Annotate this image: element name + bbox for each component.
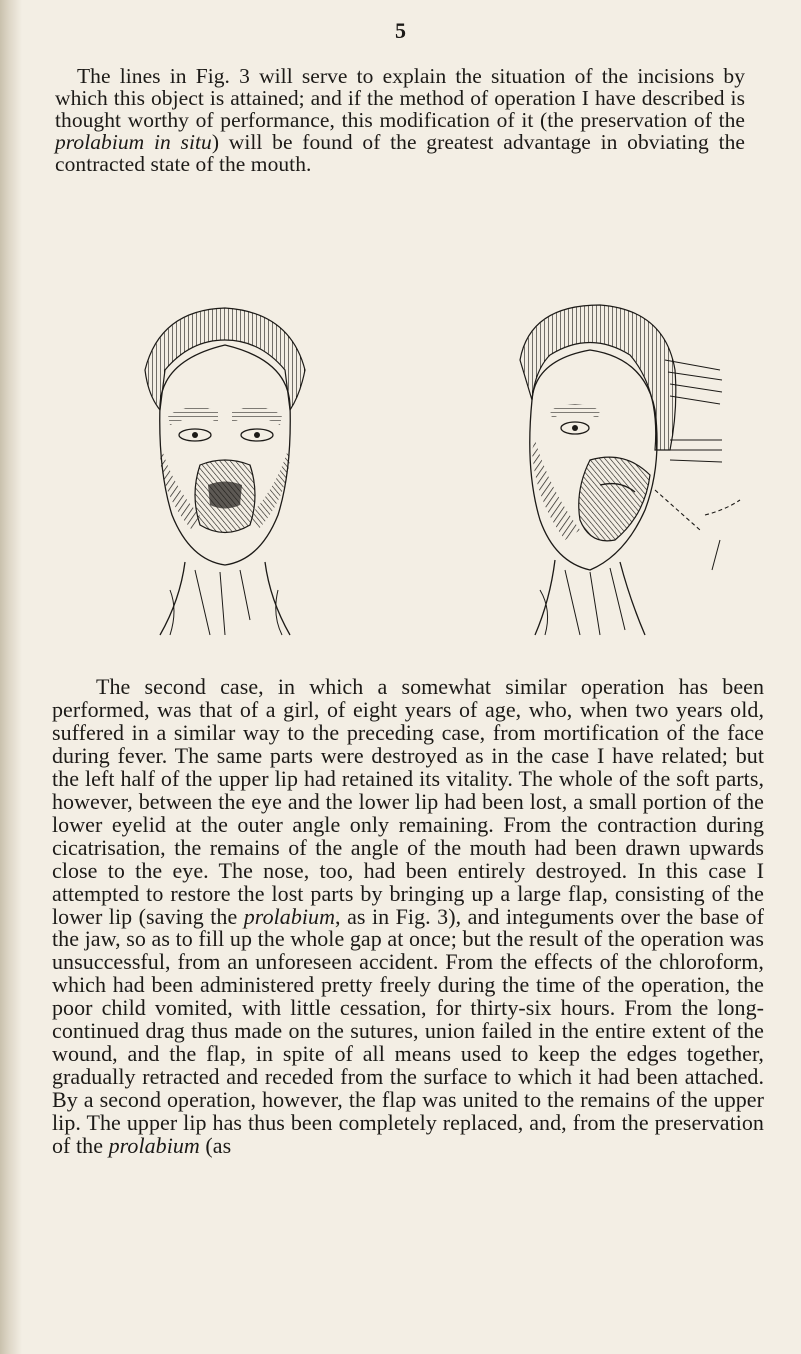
- paragraph-2-text-c: (as: [199, 1133, 232, 1159]
- left-face-illustration: [145, 308, 305, 635]
- right-face-illustration: [520, 305, 740, 635]
- paragraph-2-text-a: The second case, in which a somewhat similar operation has been performed, was that of a girl, of eight years of age, who, when two years old, suffered in a similar way to the preceding case, from mortification of the face during fever. The same parts were destroyed as in the case I have related; but the left half of the upper lip had retained its vitality. The whole of the soft parts, however, between the eye and the lower lip had been lost, a small portion of the lower eyelid at the outer angle only remaining. From the contraction during cicatrisation, the remains of the angle of the mouth had been drawn upwards close to the eye. The nose, too, had been entirely destroyed. In this case I attempted to restore the lost parts by bringing up a large flap, consisting of the lower lip (saving the: [52, 674, 764, 929]
- paragraph-second-case: [52, 676, 764, 1158]
- right-face-incision-line: [655, 490, 740, 530]
- paragraph-1-italic: prolabium in situ: [55, 129, 212, 154]
- paragraph-2-italic-b: prolabium: [108, 1133, 200, 1159]
- right-face-cheek-shading: [532, 440, 580, 540]
- paragraph-2-italic-a: prolabium: [243, 903, 336, 929]
- paragraph-2-text-b: , as in Fig. 3), and integuments over the base of the jaw, so as to fill up the whole gap at once; but the result of the operation was unsuccessful, from an unforeseen accident. From the effects of the chloroform, which had been administered pretty freely during the time of the operation, the poor child vomited, with little cessation, for thirty-six hours. From the long-continued drag thus made on the sutures, union failed in the entire extent of the wound, and the flap, in spite of all means used to keep the edges together, gradually retracted and receded from the surface to which it had been attached. By a second operation, however, the flap was united to the remains of the upper lip. The upper lip has thus been completely replaced, and, from the preservation of the: [52, 903, 764, 1159]
- book-spine-shadow: [0, 0, 22, 1354]
- right-face-neck: [535, 560, 645, 635]
- engraving-figure: [100, 300, 790, 640]
- right-face-flap: [579, 457, 650, 541]
- left-face-neck: [160, 562, 290, 635]
- left-face-brow-shading: [168, 407, 218, 425]
- page-number: 5: [395, 18, 406, 43]
- right-face-hair: [520, 305, 676, 450]
- left-face-hair: [145, 308, 305, 410]
- paragraph-fig3-explanation: [55, 66, 745, 176]
- paragraph-1-text-a: The lines in Fig. 3 will serve to explain the situation of the incisions by which this object is attained; and if the method of operation I have described is thought worthy of performance, this modification of it (the preservation of the: [55, 64, 745, 132]
- paragraph-1-text-b: ) will be found of the greatest advantage in obviating the contracted state of the mouth.: [55, 129, 745, 176]
